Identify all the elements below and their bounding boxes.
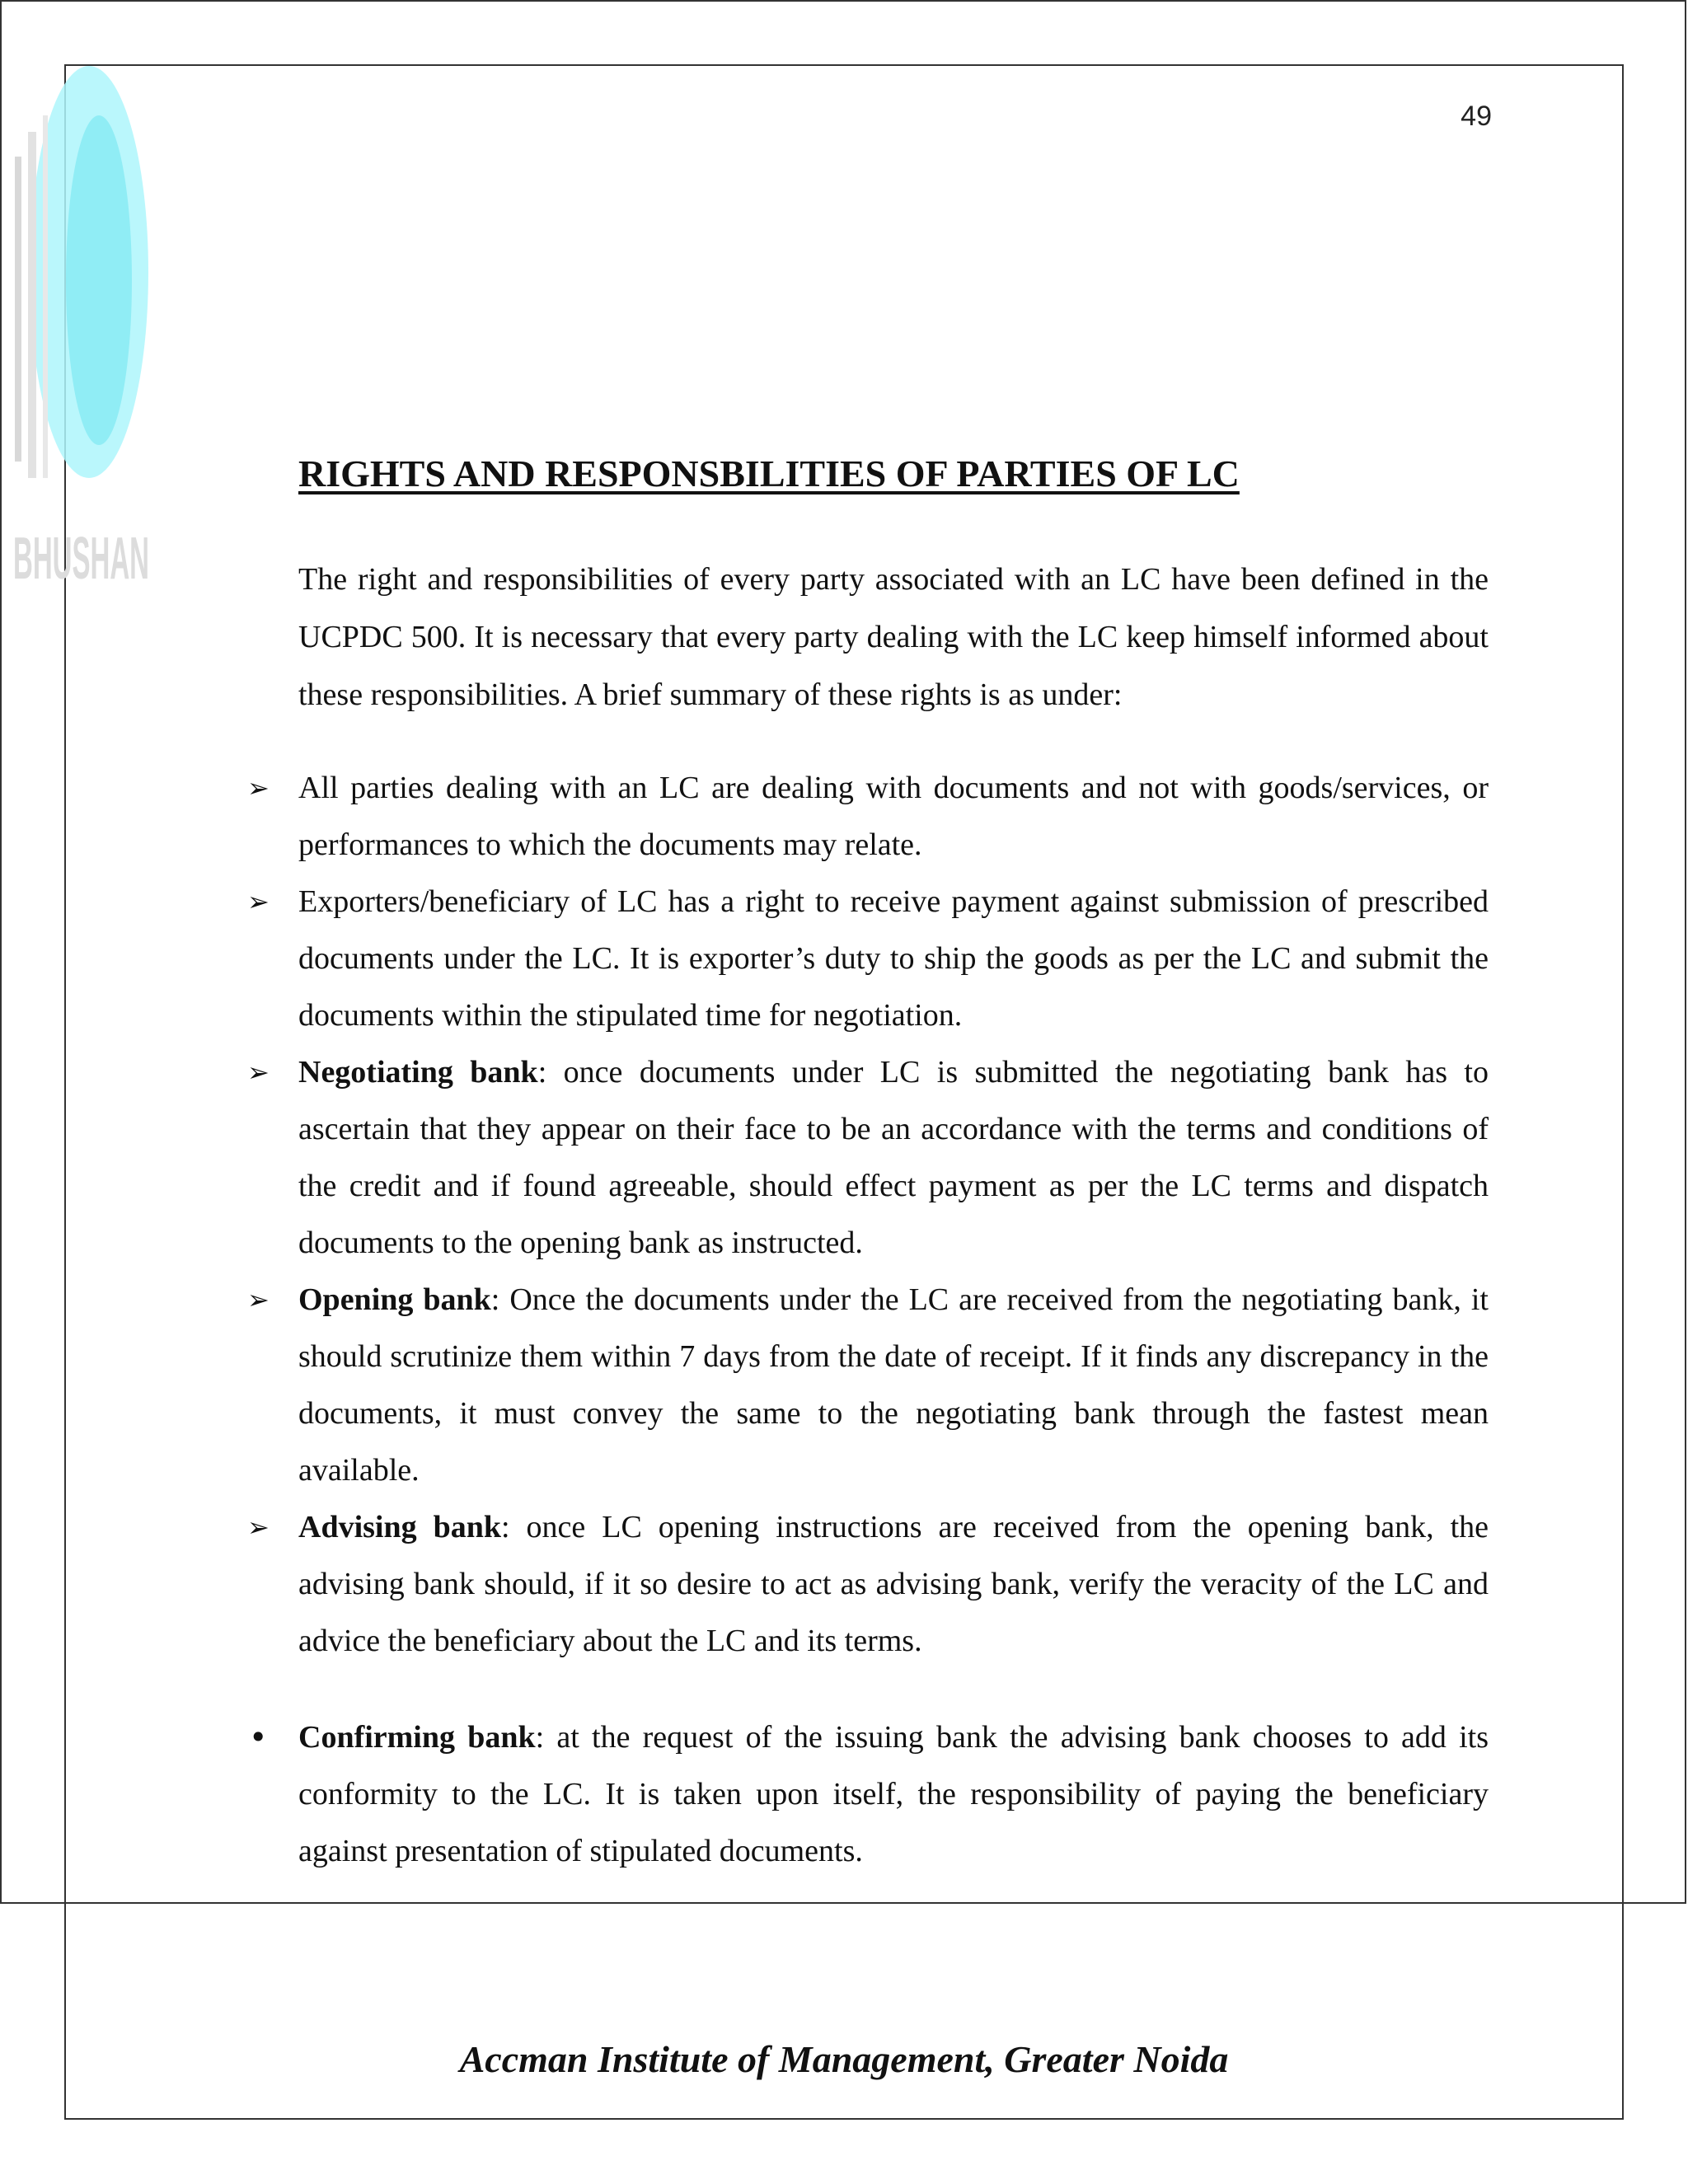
list-item — [247, 1499, 1489, 1670]
bhushan-watermark-logo — [7, 33, 155, 592]
list-item-text: : at the request of the issuing bank the advising bank chooses to add its conformity to the LC. It is taken upon itself, the responsibility of paying the beneficiary against presentation of stipulated documents. — [298, 1720, 1489, 1868]
list-item — [249, 1709, 1489, 1880]
arrow-bullet-icon: ➢ — [247, 1511, 270, 1543]
arrow-bullet-icon: ➢ — [247, 1057, 270, 1088]
list-item-term: Opening bank — [298, 1282, 491, 1317]
list-item-text: : once LC opening instructions are received from the opening bank, the advising bank should, if it so desire to act as advising bank, verify the veracity of the LC and advice the beneficiary about the LC and its terms. — [298, 1510, 1489, 1658]
dot-bullet-icon: • — [249, 1719, 268, 1755]
list-item — [247, 874, 1489, 1044]
list-item-text: : Once the documents under the LC are received from the negotiating bank, it should scrutinize them within 7 days from the date of receipt. If it finds any discrepancy in the documents, it must convey the same to the negotiating bank through the fastest mean available. — [298, 1282, 1489, 1488]
list-item-text: All parties dealing with an LC are dealing with documents and not with goods/services, or performances to which the documents may relate. — [298, 771, 1489, 862]
watermark-text: BHUSHAN — [13, 526, 149, 592]
arrow-bullet-icon: ➢ — [247, 772, 270, 804]
page-number: 49 — [1461, 101, 1492, 132]
list-item-text: : once documents under LC is submitted the negotiating bank has to ascertain that they appear on their face to be an accordance with the terms and conditions of the credit and if found agreeable, should effect payment as per the LC terms and dispatch documents to the opening bank as instructed. — [298, 1055, 1489, 1260]
list-item — [247, 1272, 1489, 1499]
page-footer: Accman Institute of Management, Greater Noida — [459, 2038, 1229, 2080]
section-heading: RIGHTS AND RESPONSBILITIES OF PARTIES OF LC — [298, 452, 1240, 494]
responsibilities-list — [247, 760, 1489, 1880]
arrow-bullet-icon: ➢ — [247, 1284, 270, 1315]
intro-paragraph: The right and responsibilities of every party associated with an LC have been defined in the UCPDC 500. It is necessary that every party dealing with the LC keep himself informed about these responsibilities. A brief summary of these rights is as under: — [298, 562, 1489, 712]
list-item — [247, 1044, 1489, 1272]
list-item — [247, 760, 1489, 874]
list-item-term: Advising bank — [298, 1510, 501, 1544]
list-item-text: Exporters/beneficiary of LC has a right to receive payment against submission of prescribed documents under the LC. It is exporter’s duty to ship the goods as per the LC and submit the documents within the stipulated time for negotiation. — [298, 884, 1489, 1033]
list-item-term: Negotiating bank — [298, 1055, 538, 1090]
arrow-bullet-icon: ➢ — [247, 886, 270, 917]
list-item-term: Confirming bank — [298, 1720, 536, 1755]
